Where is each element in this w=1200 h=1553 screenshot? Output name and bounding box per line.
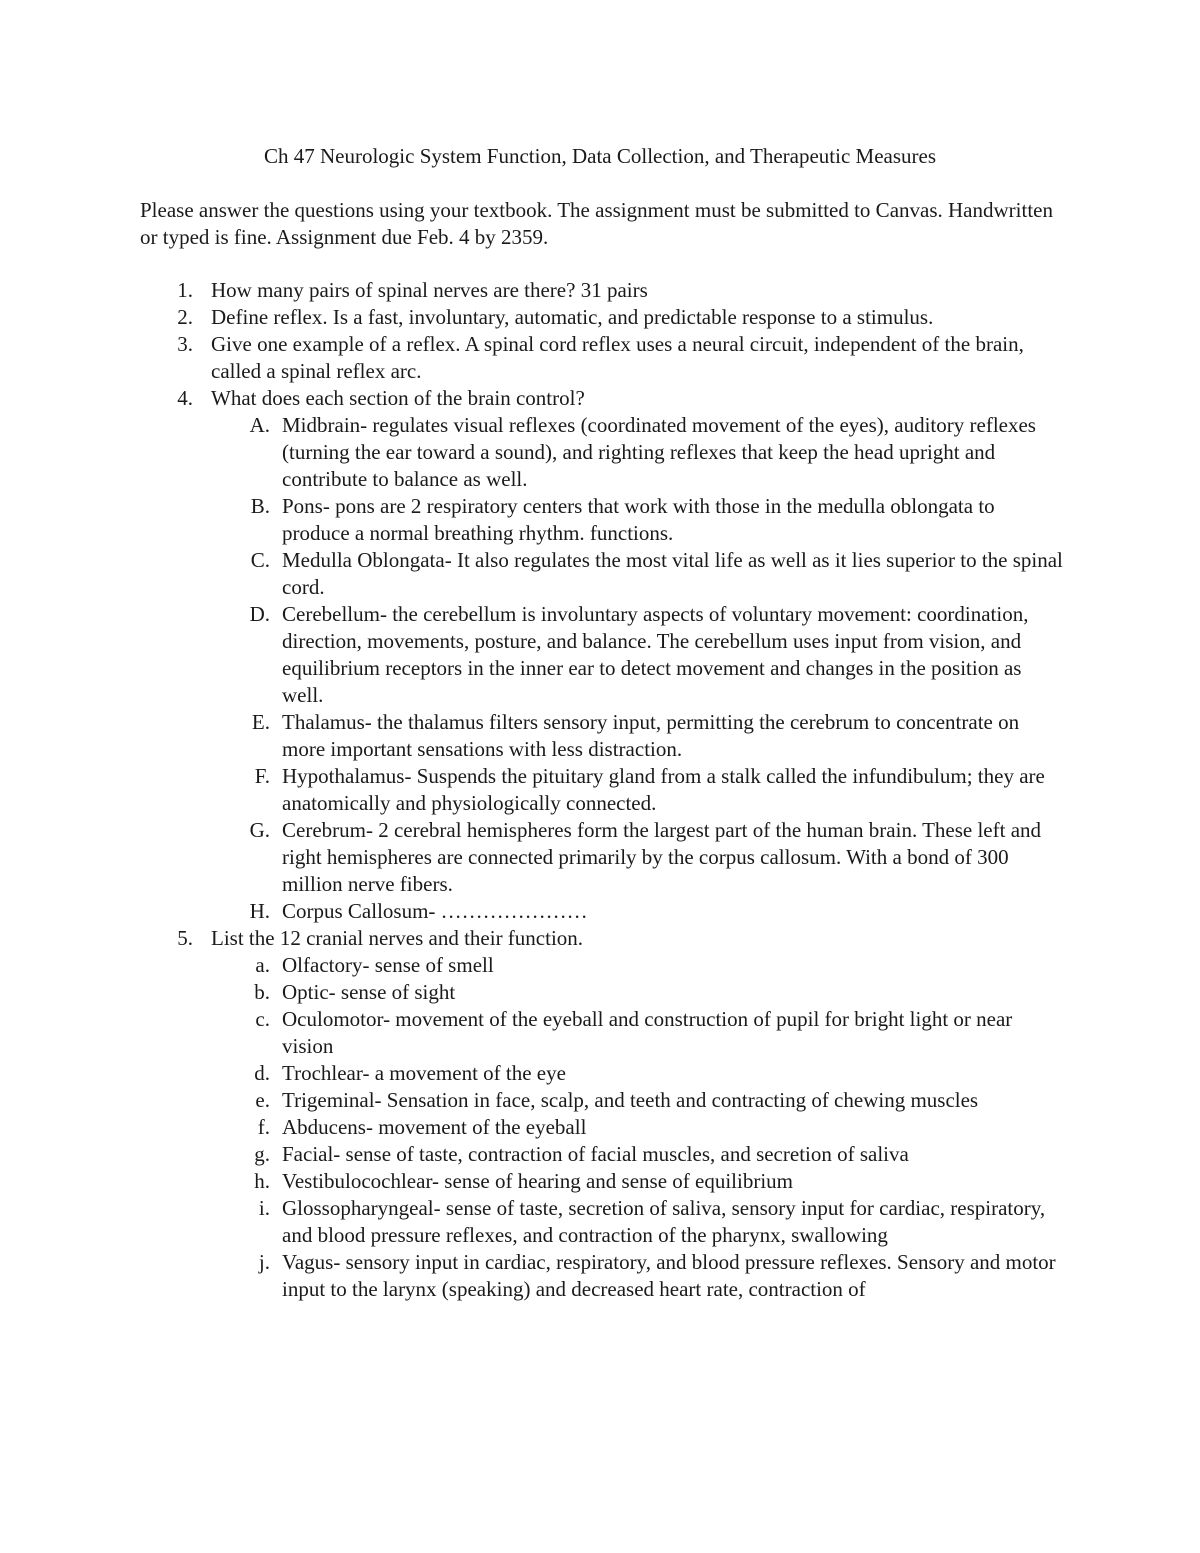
item-letter: i. xyxy=(258,1196,270,1220)
item-text: Glossopharyngeal- sense of taste, secretion of saliva, sensory input for cardiac, respiratory, and blood pressure reflexes, and contraction of the pharynx, swallowing xyxy=(282,1196,1046,1247)
item-letter: H. xyxy=(249,899,270,923)
cranial-nerve-item xyxy=(0,1087,1200,1114)
item-letter: F. xyxy=(254,764,270,788)
item-text: Hypothalamus- Suspends the pituitary gland from a stalk called the infundibulum; they are anatomically and physiologically connected. xyxy=(282,764,1045,815)
item-text: Cerebellum- the cerebellum is involuntary aspects of voluntary movement: coordination, direction, movements, posture, and balance. The cerebellum uses input from vision, and equilibrium receptors in the inner ear to detect movement and changes in the position as well. xyxy=(282,602,1029,707)
question-text: List the 12 cranial nerves and their function. xyxy=(211,926,584,950)
item-text: Midbrain- regulates visual reflexes (coordinated movement of the eyes), auditory reflexes (turning the ear toward a sound), and righting reflexes that keep the head upright and contribute to balance as well. xyxy=(282,413,1036,491)
question-number: 5. xyxy=(177,926,193,950)
cranial-nerve-item xyxy=(0,1114,1200,1141)
item-text: Oculomotor- movement of the eyeball and construction of pupil for bright light or near vision xyxy=(282,1007,1013,1058)
brain-section-item xyxy=(0,763,1200,817)
question-5 xyxy=(0,925,1200,952)
item-text: Corpus Callosum- ………………… xyxy=(282,899,588,923)
cranial-nerve-item xyxy=(0,952,1200,979)
question-4 xyxy=(0,385,1200,412)
question-list xyxy=(0,277,1200,1303)
item-text: Optic- sense of sight xyxy=(282,980,456,1004)
item-text: Trigeminal- Sensation in face, scalp, and teeth and contracting of chewing muscles xyxy=(282,1088,979,1112)
item-text: Thalamus- the thalamus filters sensory input, permitting the cerebrum to concentrate on more important sensations with less distraction. xyxy=(282,710,1020,761)
item-text: Vagus- sensory input in cardiac, respiratory, and blood pressure reflexes. Sensory and motor input to the larynx (speaking) and decreased heart rate, contraction of xyxy=(282,1250,1056,1301)
item-letter: d. xyxy=(254,1061,270,1085)
brain-section-item xyxy=(0,547,1200,601)
instructions-paragraph: Please answer the questions using your textbook. The assignment must be submitted to Canvas. Handwritten or typed is fine. Assignment due Feb. 4 by 2359. xyxy=(140,198,1053,249)
question-1 xyxy=(0,277,1200,304)
item-text: Vestibulocochlear- sense of hearing and sense of equilibrium xyxy=(282,1169,794,1193)
cranial-nerve-item xyxy=(0,1141,1200,1168)
question-3 xyxy=(0,331,1200,385)
item-letter: G. xyxy=(249,818,270,842)
item-text: Medulla Oblongata- It also regulates the most vital life as well as it lies superior to the spinal cord. xyxy=(282,548,1063,599)
item-text: Abducens- movement of the eyeball xyxy=(282,1115,587,1139)
cranial-nerve-item xyxy=(0,1168,1200,1195)
item-text: Cerebrum- 2 cerebral hemispheres form the largest part of the human brain. These left and right hemispheres are connected primarily by the corpus callosum. With a bond of 300 million nerve fibers. xyxy=(282,818,1042,896)
brain-section-item xyxy=(0,601,1200,709)
question-number: 2. xyxy=(177,305,193,329)
item-letter: A. xyxy=(249,413,270,437)
cranial-nerve-item xyxy=(0,1249,1200,1303)
question-2 xyxy=(0,304,1200,331)
question-text: Define reflex. Is a fast, involuntary, automatic, and predictable response to a stimulus. xyxy=(211,305,934,329)
item-letter: c. xyxy=(255,1007,270,1031)
question-number: 1. xyxy=(177,278,193,302)
item-letter: g. xyxy=(254,1142,270,1166)
brain-section-item xyxy=(0,898,1200,925)
item-letter: b. xyxy=(254,980,270,1004)
item-letter: C. xyxy=(250,548,270,572)
question-text: How many pairs of spinal nerves are there? 31 pairs xyxy=(211,278,648,302)
item-letter: B. xyxy=(250,494,270,518)
brain-section-item xyxy=(0,709,1200,763)
item-text: Olfactory- sense of smell xyxy=(282,953,494,977)
question-number: 3. xyxy=(177,332,193,356)
cranial-nerve-item xyxy=(0,1006,1200,1060)
item-text: Facial- sense of taste, contraction of facial muscles, and secretion of saliva xyxy=(282,1142,909,1166)
item-letter: a. xyxy=(255,953,270,977)
item-letter: f. xyxy=(257,1115,270,1139)
question-number: 4. xyxy=(177,386,193,410)
item-letter: j. xyxy=(258,1250,270,1274)
brain-section-item xyxy=(0,412,1200,493)
cranial-nerve-item xyxy=(0,1060,1200,1087)
brain-section-item xyxy=(0,817,1200,898)
item-letter: D. xyxy=(249,602,270,626)
item-letter: E. xyxy=(251,710,270,734)
document-title: Ch 47 Neurologic System Function, Data Collection, and Therapeutic Measures xyxy=(263,144,937,168)
brain-section-item xyxy=(0,493,1200,547)
item-text: Trochlear- a movement of the eye xyxy=(282,1061,566,1085)
item-letter: e. xyxy=(255,1088,270,1112)
cranial-nerve-item xyxy=(0,979,1200,1006)
cranial-nerve-item xyxy=(0,1195,1200,1249)
item-text: Pons- pons are 2 respiratory centers that work with those in the medulla oblongata to produce a normal breathing rhythm. functions. xyxy=(282,494,995,545)
question-text: Give one example of a reflex. A spinal cord reflex uses a neural circuit, independent of the brain, called a spinal reflex arc. xyxy=(211,332,1024,383)
item-letter: h. xyxy=(254,1169,270,1193)
question-text: What does each section of the brain control? xyxy=(211,386,585,410)
